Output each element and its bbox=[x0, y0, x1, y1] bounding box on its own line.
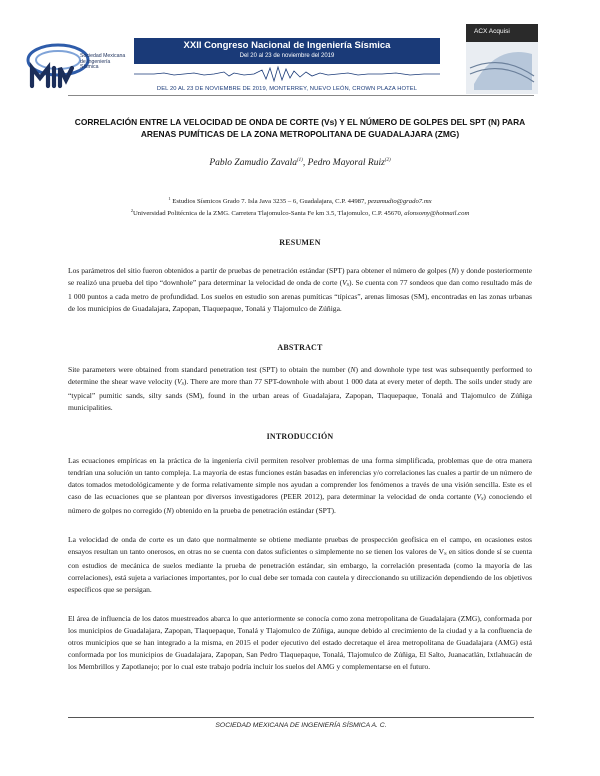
symbol-v: V bbox=[177, 376, 182, 386]
header-divider bbox=[68, 95, 534, 96]
affiliation-1 bbox=[62, 196, 538, 205]
venue-line: DEL 20 AL 23 DE NOVIEMBRE DE 2019, MONTERREY, NUEVO LEÓN, CROWN PLAZA HOTEL bbox=[156, 86, 418, 92]
sponsor-label: ACX Acquisi bbox=[474, 28, 510, 35]
author-1: Pablo Zamudio Zavala bbox=[209, 158, 297, 168]
symbol-vs bbox=[177, 377, 184, 386]
author-separator: , bbox=[302, 158, 308, 168]
symbol-sub-s: S bbox=[444, 550, 447, 556]
intro-p2-text-a: La velocidad de onda de corte es un dato que normalmente se obtiene mediante pruebas de prospección geofísica en el campo, en ocasiones estos ensayos resultan un tanto onerosos, en otras no se cuenta con datos suficientes o simplemente no se tienen los valores de bbox=[68, 535, 532, 556]
symbol-sub-s: S bbox=[481, 495, 484, 501]
affiliation-1-email[interactable]: pezamudio@grado7.mx bbox=[367, 198, 432, 205]
affiliation-2 bbox=[62, 208, 538, 217]
abstract-text-1: Site parameters were obtained from standard penetration test (SPT) to obtain the number ( bbox=[68, 365, 351, 374]
footer-society: SOCIEDAD MEXICANA DE INGENIERÍA SÍSMICA A. C. bbox=[215, 722, 387, 729]
introduccion-heading: INTRODUCCIÓN bbox=[266, 432, 334, 441]
intro-p1-text-b: ) conociendo el número de golpes no corregido ( bbox=[68, 491, 532, 515]
abstract-paragraph bbox=[68, 364, 532, 414]
abstract-text-2: ) and downhole type test was subsequently performed to determine the shear wave velocity ( bbox=[68, 365, 532, 386]
congress-title: XXII Congreso Nacional de Ingeniería Sísmica bbox=[183, 40, 391, 51]
affiliation-2-mark: 2 bbox=[130, 208, 133, 213]
intro-paragraph-1 bbox=[68, 455, 532, 517]
resumen-paragraph bbox=[68, 265, 532, 315]
symbol-n: N bbox=[350, 365, 356, 374]
intro-p1-text-a: Las ecuaciones empíricas en la práctica de la ingeniería civil permiten resolver problemas de una forma simplificada, problemas que de otra manera tendrían una solución un tanto compleja. La mayoría de estas funciones están basadas en inferencias y/o correlaciones las cuales a partir de un número de datos tomados metodológicamente y de forma relativamente simple nos ayudan a comprender los fenómenos a través de una visión sencilla. Este es el caso de las ecuaciones que se plantean por diversos investigadores (PEER 2012), para determinar la velocidad de onda cortante ( bbox=[68, 456, 532, 501]
symbol-v: V bbox=[438, 546, 445, 556]
intro-paragraph-3: El área de influencia de los datos muestreados abarca lo que anteriormente se conocía como zona metropolitana de Guadalajara (ZMG), conformada por los municipios de Guadalajara, Zapopan, Tlaquepaque, Tonalá y Tlajomulco de Zúñiga, aunque debido al crecimiento de la ciudad y a la confluencia de otros municipios que se han integrado a la misma, en 2015 el poder ejecutivo del estado decretaque el área metropolitana de Guadalajara (AMG) está conformada por los municipios de Guadalajara, Zapopan, San Pedro Tlaquepaque, Tonalá, Tlajomulco de Zúñiga, El Salto, Juanacatlán, Ixtlahuacán de los Membrillos y Zapotlanejo; por lo cual este trabajo podría incluir los suelos del AMG y complementarse en el futuro. bbox=[68, 614, 532, 671]
intro-p1-text-c: ) obtenido en la prueba de penetración estándar (SPT). bbox=[171, 505, 336, 515]
abstract-text-3: ). There are more than 77 SPT-downhole with about 1 000 data at every meter of depth. The soils under study are “typical” pumitic sands, silty sands (SM), found in the urban areas of Guadalajara, Zapopan, Tlaquepaque, Tonalá and Tlajomulco de Zúñiga municipalities. bbox=[68, 376, 532, 412]
affiliation-2-text: Universidad Politécnica de la ZMG. Carretera Tlajomulco-Santa Fe km 3.5, Tlajomulco, C.P. 45670, bbox=[132, 210, 405, 217]
affiliation-1-text: Estudios Sísmicos Grado 7. Isla Java 3235 – 6, Guadalajara, C.P. 44987, bbox=[172, 198, 368, 205]
seismogram-icon bbox=[134, 64, 440, 84]
symbol-n: N bbox=[166, 505, 172, 515]
footer-divider bbox=[68, 717, 534, 718]
author-line bbox=[62, 158, 538, 168]
symbol-vs bbox=[342, 278, 349, 287]
intro-p2-text-b: en sitios donde sí se cuenta con estudios de mecánica de suelos mediante la prueba de penetración estándar, sin embargo, la correlación presentada (como la mayoría de las correlaciones), está sujeta a variaciones importantes, por lo cual debe ser tomada con cautela y direccionando su utilización dependiendo de los objetivos específicos que se persigan. bbox=[68, 546, 532, 594]
symbol-n: N bbox=[451, 266, 457, 275]
symbol-vs bbox=[439, 547, 447, 556]
abstract-heading: ABSTRACT bbox=[277, 343, 323, 352]
congress-dates: Del 20 al 23 de noviembre del 2019 bbox=[239, 53, 335, 59]
intro-paragraph-2 bbox=[68, 534, 532, 596]
resumen-text-1: Los parámetros del sitio fueron obtenidos a partir de pruebas de penetración estándar (SPT) para obtener el número de golpes ( bbox=[68, 266, 452, 275]
logo-caption: Sociedad Mexicana de Ingeniería Sísmica bbox=[80, 53, 126, 71]
author-2: Pedro Mayoral Ruiz bbox=[307, 158, 385, 168]
affiliation-1-mark: 1 bbox=[168, 196, 171, 201]
resumen-heading: RESUMEN bbox=[279, 238, 321, 247]
resumen-text-2: ) y donde posteriormente se realizó una prueba del tipo “downhole” para determinar la velocidad de onda de corte ( bbox=[68, 266, 532, 287]
symbol-sub-s: S bbox=[346, 281, 349, 287]
author-1-mark: (1) bbox=[296, 158, 303, 163]
symbol-v: V bbox=[476, 491, 482, 501]
affiliation-2-email[interactable]: alonsomy@hotmail.com bbox=[404, 210, 470, 217]
resumen-text-3: ). Se cuenta con 77 sondeos que dan como resultado más de 1 000 puntos a cada metro de profundidad. Los suelos en estudio son arenas pumíticas “típicas”, arenas limosas (SM), encontradas en las zonas urbanas de los municipios de Guadalajara, Zapopan, Tlaquepaque, Tonalá y Tlajomulco de Zúñiga. bbox=[68, 277, 532, 313]
symbol-sub-s: S bbox=[181, 380, 184, 386]
symbol-v: V bbox=[342, 277, 347, 287]
author-2-mark: (2) bbox=[384, 158, 391, 163]
paper-title: CORRELACIÓN ENTRE LA VELOCIDAD DE ONDA DE CORTE (Vs) Y EL NÚMERO DE GOLPES DEL SPT (N) PARA ARENAS PUMÍTICAS DE LA ZONA METROPOLITANA DE GUADALAJARA (ZMG) bbox=[74, 117, 526, 139]
